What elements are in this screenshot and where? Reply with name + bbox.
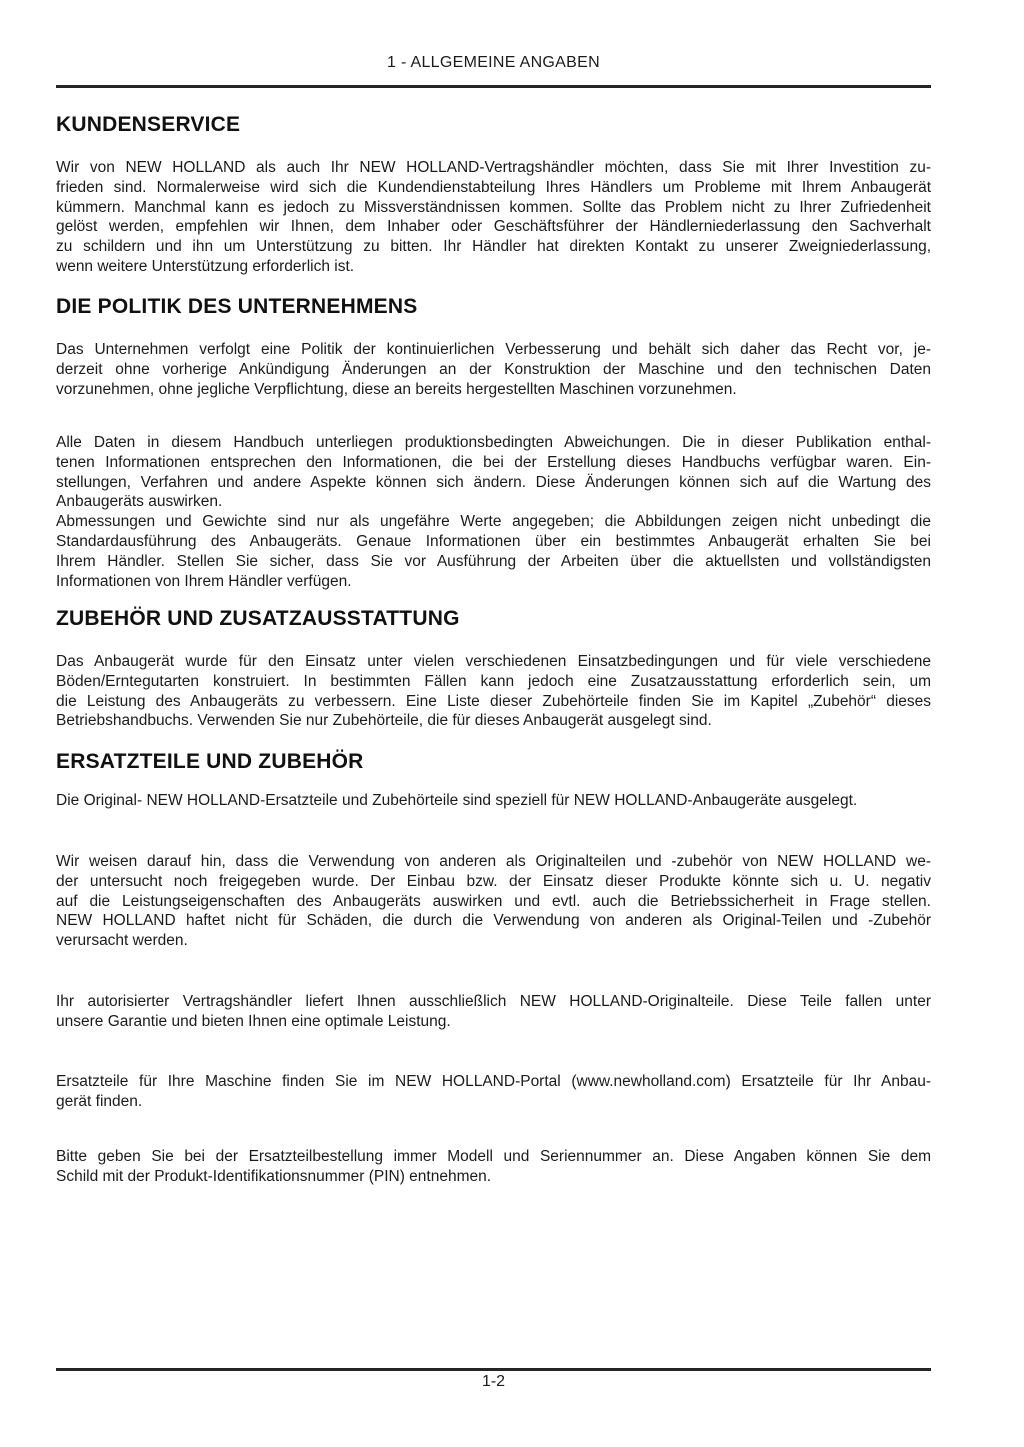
header-divider bbox=[56, 85, 931, 88]
text-line: NEW HOLLAND haftet nicht für Schäden, die durch die Verwendung von anderen als Original-Teilen und -Zubehör bbox=[56, 912, 931, 930]
paragraph-kundenservice bbox=[56, 158, 931, 277]
paragraph-politik-2 bbox=[56, 433, 931, 512]
text-line: Das Anbaugerät wurde für den Einsatz unter vielen verschiedenen Einsatzbedingungen und für viele verschiedene bbox=[56, 653, 931, 670]
text-line: Das Unternehmen verfolgt eine Politik der kontinuierlichen Verbesserung und behält sich daher das Recht vor, je- bbox=[56, 341, 931, 358]
text-line: Schild mit der Produkt-Identifikationsnummer (PIN) entnehmen. bbox=[56, 1167, 492, 1185]
text-line: Bitte geben Sie bei der Ersatzteilbestellung immer Modell und Seriennummer an. Diese Angaben können Sie dem bbox=[56, 1148, 931, 1165]
text-line: wenn weitere Unterstützung erforderlich ist. bbox=[56, 257, 355, 275]
text-line: stellungen, Verfahren und andere Aspekte können sich ändern. Diese Änderungen können sich auf die Wartung des bbox=[56, 473, 931, 491]
text-line: kümmern. Manchmal kann es jedoch zu Missverständnissen kommen. Sollte das Problem nicht zu Ihrer Zufriedenheit bbox=[56, 198, 931, 216]
text-line: gerät finden. bbox=[56, 1092, 143, 1110]
paragraph-ersatzteile-1 bbox=[56, 791, 931, 811]
section-heading-kundenservice: KUNDENSERVICE bbox=[56, 113, 241, 136]
text-line: gelöst werden, empfehlen wir Ihnen, dem Inhaber oder Geschäftsführer der Händlerniederlassung den Sachverhalt bbox=[56, 218, 931, 236]
text-line: Anbaugeräts auswirken. bbox=[56, 493, 223, 511]
text-line: Informationen von Ihrem Händler verfügen. bbox=[56, 572, 352, 590]
section-heading-ersatzteile: ERSATZTEILE UND ZUBEHÖR bbox=[56, 750, 364, 773]
text-line: Wir von NEW HOLLAND als auch Ihr NEW HOLLAND-Vertragshändler möchten, dass Sie mit Ihrer Investition zu- bbox=[56, 159, 931, 176]
text-line: derzeit ohne vorherige Ankündigung Änderungen an der Konstruktion der Maschine und den technischen Daten bbox=[56, 360, 931, 378]
chapter-header: 1 - ALLGEMEINE ANGABEN bbox=[387, 54, 600, 71]
text-line: Ihr autorisierter Vertragshändler liefert Ihnen ausschließlich NEW HOLLAND-Originalteile. Diese Teile fallen unter bbox=[56, 993, 931, 1010]
text-line: verursacht werden. bbox=[56, 932, 188, 950]
page-number: 1-2 bbox=[481, 1373, 506, 1390]
text-line: der untersucht noch freigegeben wurde. Der Einbau bzw. der Einsatz dieser Produkte könnte sich u. U. negativ bbox=[56, 872, 931, 890]
paragraph-ersatzteile-2 bbox=[56, 852, 931, 951]
text-line: zu schildern und ihn um Unterstützung zu bitten. Ihr Händler hat direkten Kontakt zu unserer Zweigniederlassung, bbox=[56, 238, 931, 256]
text-line: Ersatzteile für Ihre Maschine finden Sie im NEW HOLLAND-Portal (www.newholland.com) Ersatzteile für Ihr Anbau- bbox=[56, 1073, 931, 1090]
text-line: Böden/Erntegutarten konstruiert. In bestimmten Fällen kann jedoch eine Zusatzausstattung erforderlich sein, um bbox=[56, 672, 931, 690]
text-line: vorzunehmen, ohne jegliche Verpflichtung, diese an bereits hergestellten Maschinen vorzunehmen. bbox=[56, 380, 737, 398]
section-heading-politik: DIE POLITIK DES UNTERNEHMENS bbox=[56, 295, 418, 318]
paragraph-zubehoer bbox=[56, 652, 931, 731]
text-line: tenen Informationen entsprechen den Informationen, die bei der Erstellung dieses Handbuchs verfügbar waren. Ein- bbox=[56, 453, 931, 471]
text-line: Abmessungen und Gewichte sind nur als ungefähre Werte angegeben; die Abbildungen zeigen nicht unbedingt die bbox=[56, 513, 931, 531]
text-line: Ihrem Händler. Stellen Sie sicher, dass Sie vor Ausführung der Arbeiten über die aktuellsten und vollständigsten bbox=[56, 552, 931, 570]
text-line: auf die Leistungseigenschaften des Anbaugeräts auswirken und evtl. auch die Betriebssicherheit in Frage stellen. bbox=[56, 892, 931, 910]
section-heading-zubehoer-zusatz: ZUBEHÖR UND ZUSATZAUSSTATTUNG bbox=[56, 607, 460, 630]
text-line: Die Original- NEW HOLLAND-Ersatzteile und Zubehörteile sind speziell für NEW HOLLAND-Anbaugeräte ausgelegt. bbox=[56, 792, 858, 809]
text-line: Standardausführung des Anbaugeräts. Genaue Informationen über ein bestimmtes Anbaugerät erhalten Sie bei bbox=[56, 532, 931, 550]
text-line: frieden sind. Normalerweise wird sich die Kundendienstabteilung Ihres Händlers um Probleme mit Ihrem Anbaugerät bbox=[56, 178, 931, 196]
footer-divider bbox=[56, 1368, 931, 1371]
text-line: Betriebshandbuchs. Verwenden Sie nur Zubehörteile, die für dieses Anbaugerät ausgelegt sind. bbox=[56, 712, 712, 730]
paragraph-ersatzteile-4 bbox=[56, 1072, 931, 1112]
paragraph-ersatzteile-5 bbox=[56, 1147, 931, 1187]
paragraph-ersatzteile-3 bbox=[56, 992, 931, 1032]
text-line: die Leistung des Anbaugeräts zu verbessern. Eine Liste dieser Zubehörteile finden Sie im Kapitel „Zubehör“ dieses bbox=[56, 692, 931, 710]
paragraph-politik-1 bbox=[56, 340, 931, 399]
text-line: unsere Garantie und bieten Ihnen eine optimale Leistung. bbox=[56, 1012, 451, 1030]
paragraph-group-politik bbox=[56, 433, 931, 591]
text-line: Alle Daten in diesem Handbuch unterliegen produktionsbedingten Abweichungen. Die in dieser Publikation enthal- bbox=[56, 434, 931, 451]
text-line: Wir weisen darauf hin, dass die Verwendung von anderen als Originalteilen und -zubehör von NEW HOLLAND we- bbox=[56, 853, 931, 870]
paragraph-politik-3 bbox=[56, 512, 931, 591]
